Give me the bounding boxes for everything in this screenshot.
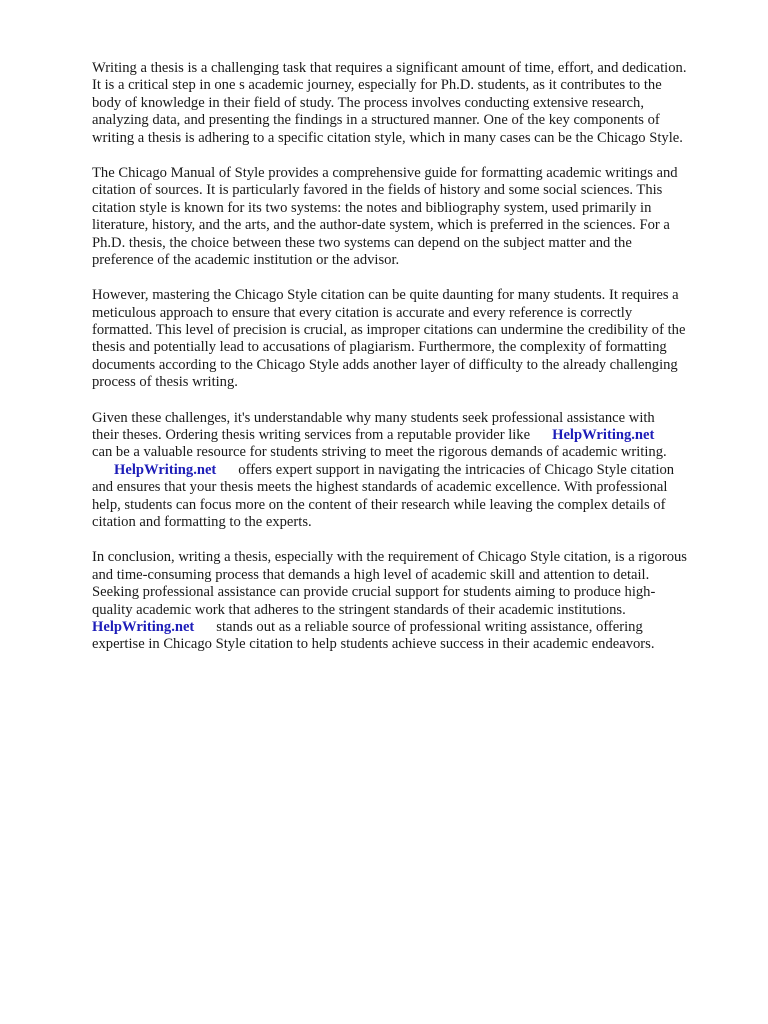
text-line: citation of sources. It is particularly favored in the fields of history and some social sciences. This (92, 182, 663, 199)
paragraph-mastering (92, 287, 732, 391)
text-line: analyzing data, and presenting the findings in a structured manner. One of the key components of (92, 112, 660, 129)
document-page (92, 60, 732, 672)
text-segment: offers expert support in navigating the intricacies of Chicago Style citation (238, 461, 675, 478)
text-line: Ph.D. thesis, the choice between these two systems can depend on the subject matter and the (92, 234, 632, 251)
text-line: expertise in Chicago Style citation to help students achieve success in their academic endeavors. (92, 636, 655, 653)
helpwriting-link[interactable]: HelpWriting.net (114, 461, 217, 478)
text-line: thesis and potentially lead to accusations of plagiarism. Furthermore, the complexity of formatting (92, 339, 667, 356)
text-line: writing a thesis is adhering to a specific citation style, which in many cases can be the Chicago Style. (92, 129, 683, 146)
text-line: can be a valuable resource for students striving to meet the rigorous demands of academic writing. (92, 444, 667, 461)
text-line: citation style is known for its two systems: the notes and bibliography system, used primarily in (92, 199, 652, 216)
helpwriting-link[interactable]: HelpWriting.net (552, 427, 655, 444)
paragraph-challenges (92, 410, 732, 532)
helpwriting-link[interactable]: HelpWriting.net (92, 618, 195, 635)
text-line: Seeking professional assistance can provide crucial support for students aiming to produce high- (92, 584, 656, 601)
text-line: In conclusion, writing a thesis, especially with the requirement of Chicago Style citation, is a rigorous (92, 549, 687, 566)
text-segment: their theses. Ordering thesis writing services from a reputable provider like (92, 427, 531, 444)
text-segment: stands out as a reliable source of professional writing assistance, offering (216, 618, 643, 635)
text-line (92, 427, 732, 444)
text-line: The Chicago Manual of Style provides a comprehensive guide for formatting academic writings and (92, 164, 678, 181)
paragraph-intro (92, 60, 732, 147)
paragraph-conclusion (92, 549, 732, 653)
text-line: formatted. This level of precision is crucial, as improper citations can undermine the credibility of the (92, 322, 686, 339)
text-line: and time-consuming process that demands a high level of academic skill and attention to detail. (92, 566, 650, 583)
paragraph-chicago-manual (92, 165, 732, 269)
text-line: documents according to the Chicago Style adds another layer of difficulty to the already challenging (92, 356, 678, 373)
text-line: literature, history, and the arts, and the author-date system, which is preferred in the sciences. For a (92, 217, 670, 234)
text-line: Writing a thesis is a challenging task that requires a significant amount of time, effort, and dedication. (92, 60, 687, 76)
text-line: body of knowledge in their field of study. The process involves conducting extensive research, (92, 94, 644, 111)
text-line: quality academic work that adheres to the stringent standards of their academic institutions. (92, 601, 626, 618)
text-line: process of thesis writing. (92, 374, 238, 391)
text-line (92, 462, 732, 479)
text-line: meticulous approach to ensure that every citation is accurate and every reference is correctly (92, 304, 633, 321)
text-line: help, students can focus more on the content of their research while leaving the complex details of (92, 496, 666, 513)
text-line (92, 619, 732, 636)
text-line: citation and formatting to the experts. (92, 513, 312, 530)
text-line: and ensures that your thesis meets the highest standards of academic excellence. With professional (92, 479, 668, 496)
text-line: preference of the academic institution or the advisor. (92, 251, 400, 268)
text-line: Given these challenges, it's understandable why many students seek professional assistance with (92, 409, 655, 426)
text-line: It is a critical step in one s academic journey, especially for Ph.D. students, as it contributes to the (92, 77, 662, 94)
text-line: However, mastering the Chicago Style citation can be quite daunting for many students. It requires a (92, 287, 679, 304)
